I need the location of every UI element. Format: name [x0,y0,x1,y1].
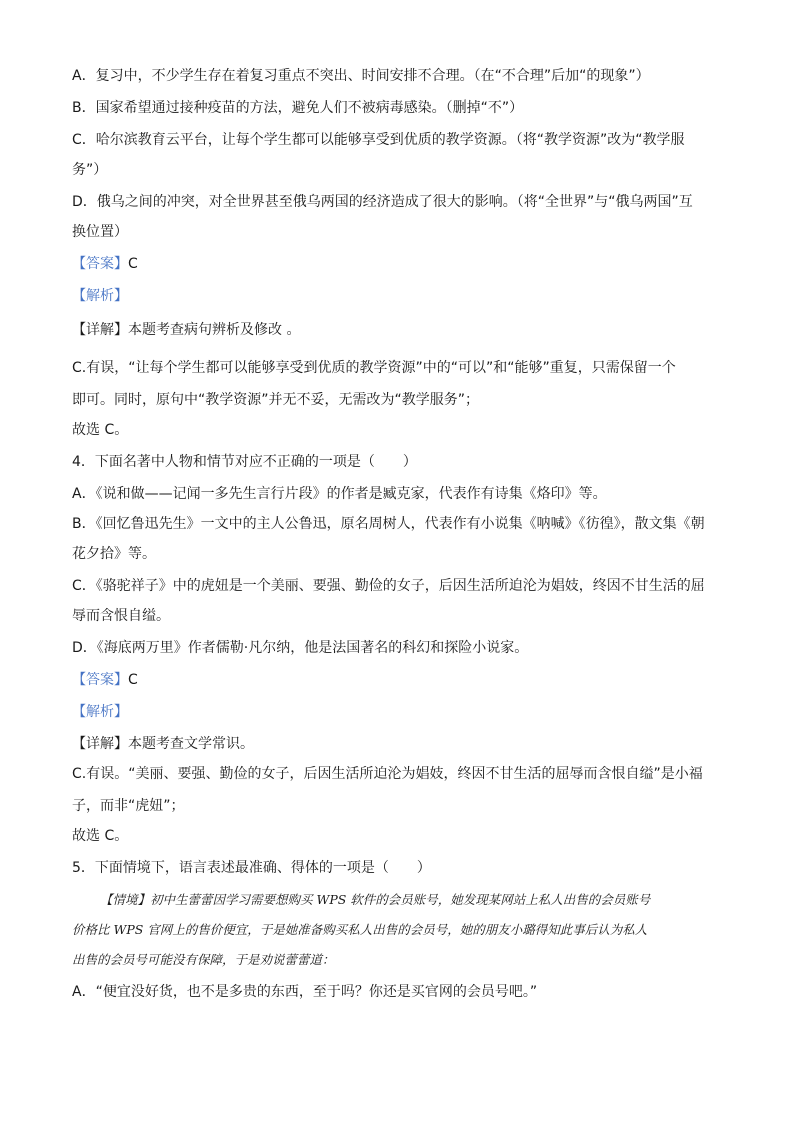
q3-option-d-line1: D．俄乌之间的冲突，对全世界甚至俄乌两国的经济造成了很大的影响。（将“全世界”与“俄乌两国”互 [72,194,693,210]
q3-option-b: B．国家希望通过接种疫苗的方法，避免人们不被病毒感染。（删掉“不”） [72,100,524,116]
q4-option-c-line1: C．《骆驼祥子》中的虎妞是一个美丽、要强、勤俭的女子，后因生活所迫沦为娼妓，终因不甘生活的屈 [72,578,705,594]
q5-stem: 5．下面情境下，语言表述最准确、得体的一项是（ ） [72,860,431,876]
q3-option-a: A．复习中，不少学生存在着复习重点不突出、时间安排不合理。（在“不合理”后加“的现象”） [72,68,650,84]
q3-option-c-line1: C．哈尔滨教育云平台，让每个学生都可以能够享受到优质的教学资源。（将“教学资源”改为“教学服 [72,132,685,148]
analysis-tag: 【解析】 [72,704,128,720]
q3-option-d-line2: 换位置） [72,224,128,240]
q5-situation-line1: 【情境】初中生蕾蕾因学习需要想购买 WPS 软件的会员账号，她发现某网站上私人出售的会员账号 [100,892,651,907]
q5-situation-line3: 出售的会员号可能没有保障，于是劝说蕾蕾道： [72,952,335,967]
q3-explain-line2: 即可。同时，原句中“教学资源”并无不妥，无需改为“教学服务”； [72,392,480,408]
q4-option-b-line1: B．《回忆鲁迅先生》一文中的主人公鲁迅，原名周树人，代表作有小说集《呐喊》《彷徨》，散文集《朝 [72,516,705,532]
q4-option-c-line2: 辱而含恨自缢。 [72,608,170,624]
q4-option-b-line2: 花夕拾》等。 [72,546,156,562]
detail-tag: 【详解】 [72,736,128,752]
q4-detail [72,734,722,754]
answer-value: C [128,672,138,688]
q4-explain-line2: 子，而非“虎妞”； [72,798,185,814]
q4-option-a: A．《说和做——记闻一多先生言行片段》的作者是臧克家，代表作有诗集《烙印》等。 [72,486,607,502]
q3-option-c-line2: 务”） [72,162,108,178]
q4-conclusion: 故选 C。 [72,828,129,844]
q4-analysis [72,702,722,722]
q4-explain-line1: C.有误。“美丽、要强、勤俭的女子，后因生活所迫沦为娼妓，终因不甘生活的屈辱而含恨自缢”是小福 [72,766,703,782]
q3-detail [72,320,722,340]
answer-tag: 【答案】 [72,672,128,688]
q4-answer [72,670,722,690]
q5-option-a: A．“便宜没好货，也不是多贵的东西，至于吗？你还是买官网的会员号吧。” [72,984,538,1000]
q3-analysis [72,286,722,306]
q4-stem: 4．下面名著中人物和情节对应不正确的一项是（ ） [72,454,417,470]
q3-conclusion: 故选 C。 [72,422,129,438]
q3-answer [72,254,722,274]
q4-option-d: D．《海底两万里》作者儒勒·凡尔纳，他是法国著名的科幻和探险小说家。 [72,640,529,656]
analysis-tag: 【解析】 [72,288,128,304]
detail-text: 本题考查病句辨析及修改 。 [128,322,301,338]
q3-explain-line1: C.有误，“让每个学生都可以能够享受到优质的教学资源”中的“可以”和“能够”重复，只需保留一个 [72,360,676,376]
detail-text: 本题考查文学常识。 [128,736,254,752]
answer-tag: 【答案】 [72,256,128,272]
q5-situation-line2: 价格比 WPS 官网上的售价便宜，于是她准备购买私人出售的会员号，她的朋友小璐得知此事后认为私人 [72,922,648,937]
detail-tag: 【详解】 [72,322,128,338]
answer-value: C [128,256,138,272]
